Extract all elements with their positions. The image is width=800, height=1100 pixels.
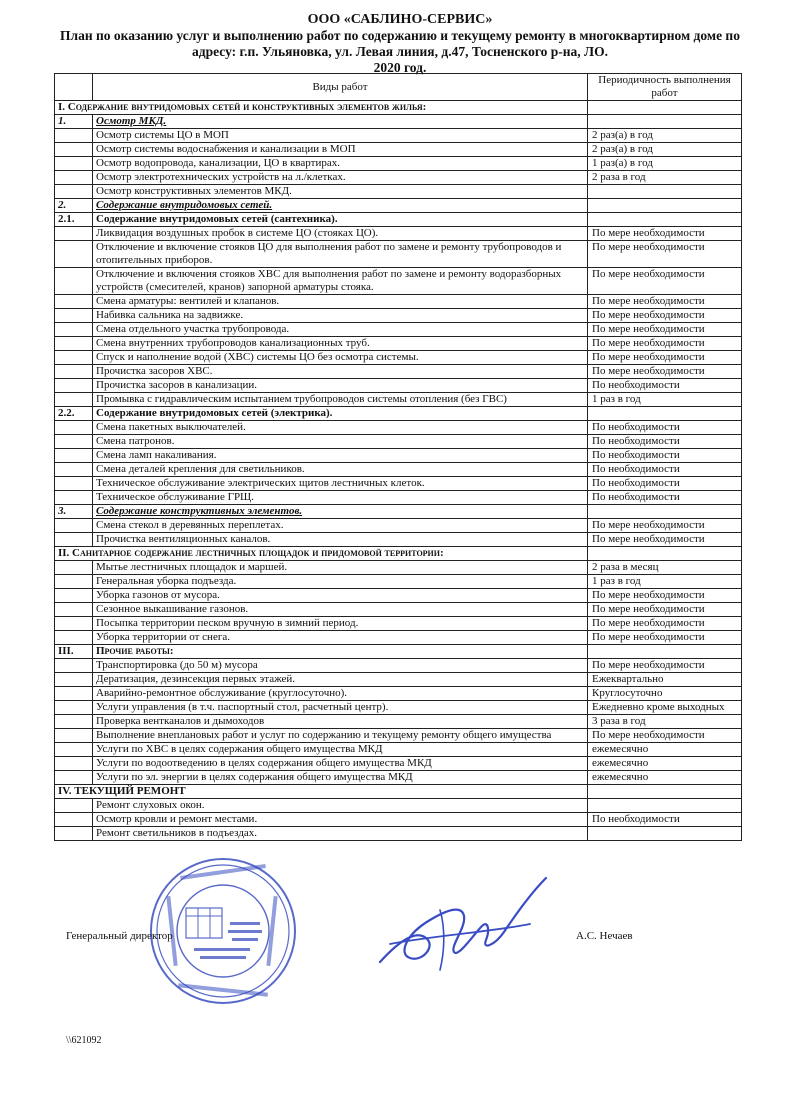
work-period: 3 раза в год	[588, 715, 742, 729]
table-row	[55, 771, 742, 785]
work-description: Смена ламп накаливания.	[93, 449, 588, 463]
row-number	[55, 603, 93, 617]
work-description: Осмотр системы ЦО в МОП	[93, 129, 588, 143]
group-title: Содержание внутридомовых сетей (электрика).	[93, 407, 588, 421]
work-description: Аварийно-ремонтное обслуживание (круглосуточно).	[93, 687, 588, 701]
table-row	[55, 337, 742, 351]
row-period	[588, 505, 742, 519]
work-description: Транспортировка (до 50 м) мусора	[93, 659, 588, 673]
row-number	[55, 617, 93, 631]
work-period: По мере необходимости	[588, 533, 742, 547]
work-description: Ремонт светильников в подъездах.	[93, 827, 588, 841]
table-row	[55, 701, 742, 715]
row-number: 1.	[55, 115, 93, 129]
table-row	[55, 491, 742, 505]
work-description: Услуги по эл. энергии в целях содержания общего имущества МКД	[93, 771, 588, 785]
row-number	[55, 743, 93, 757]
row-number	[55, 827, 93, 841]
table-row	[55, 827, 742, 841]
table-row	[55, 171, 742, 185]
table-row	[55, 309, 742, 323]
row-period	[588, 115, 742, 129]
work-description: Сезонное выкашивание газонов.	[93, 603, 588, 617]
row-number	[55, 533, 93, 547]
table-row	[55, 729, 742, 743]
work-period: По мере необходимости	[588, 589, 742, 603]
subsection-row	[55, 505, 742, 519]
work-period: По мере необходимости	[588, 659, 742, 673]
row-number	[55, 185, 93, 199]
work-period: 2 раз(а) в год	[588, 129, 742, 143]
work-description: Осмотр электротехнических устройств на л./клетках.	[93, 171, 588, 185]
work-period: По необходимости	[588, 491, 742, 505]
subsection-title: Осмотр МКД.	[93, 115, 588, 129]
subsection-row	[55, 199, 742, 213]
table-row	[55, 603, 742, 617]
subsection-row	[55, 115, 742, 129]
table-row	[55, 157, 742, 171]
table-row	[55, 393, 742, 407]
table-row	[55, 185, 742, 199]
work-description: Смена арматуры: вентилей и клапанов.	[93, 295, 588, 309]
row-number	[55, 449, 93, 463]
signature-graphic	[370, 870, 570, 980]
director-name: А.С. Нечаев	[576, 930, 633, 942]
table-row	[55, 463, 742, 477]
work-description: Генеральная уборка подъезда.	[93, 575, 588, 589]
work-description: Мытье лестничных площадок и маршей.	[93, 561, 588, 575]
work-period	[588, 799, 742, 813]
table-row	[55, 351, 742, 365]
row-number	[55, 757, 93, 771]
work-period: ежемесячно	[588, 771, 742, 785]
work-period: 1 раз(а) в год	[588, 157, 742, 171]
row-number: 2.1.	[55, 213, 93, 227]
row-number	[55, 309, 93, 323]
work-period: По мере необходимости	[588, 241, 742, 268]
work-period	[588, 827, 742, 841]
group-row	[55, 407, 742, 421]
table-row	[55, 631, 742, 645]
work-description: Прочистка засоров ХВС.	[93, 365, 588, 379]
table-row	[55, 561, 742, 575]
work-description: Дератизация, дезинсекция первых этажей.	[93, 673, 588, 687]
work-description: Уборка газонов от мусора.	[93, 589, 588, 603]
section-period	[588, 785, 742, 799]
table-row	[55, 799, 742, 813]
group-row	[55, 213, 742, 227]
row-number: 3.	[55, 505, 93, 519]
table-row	[55, 227, 742, 241]
work-period: 2 раза в месяц	[588, 561, 742, 575]
document-header	[30, 12, 770, 76]
row-number: 2.2.	[55, 407, 93, 421]
work-description: Набивка сальника на задвижке.	[93, 309, 588, 323]
work-description: Ликвидация воздушных пробок в системе ЦО (стояках ЦО).	[93, 227, 588, 241]
work-description: Прочистка засоров в канализации.	[93, 379, 588, 393]
work-description: Промывка с гидравлическим испытанием трубопроводов системы отопления (без ГВС)	[93, 393, 588, 407]
work-period: По необходимости	[588, 463, 742, 477]
table-row	[55, 659, 742, 673]
row-number	[55, 241, 93, 268]
work-period	[588, 185, 742, 199]
row-number	[55, 143, 93, 157]
row-number	[55, 157, 93, 171]
table-row	[55, 323, 742, 337]
row-number	[55, 393, 93, 407]
header-work-cell: Виды работ	[93, 74, 588, 101]
work-period: 2 раза в год	[588, 171, 742, 185]
section-period	[588, 547, 742, 561]
work-period: По необходимости	[588, 435, 742, 449]
row-number	[55, 171, 93, 185]
work-period: По мере необходимости	[588, 351, 742, 365]
work-description: Услуги по ХВС в целях содержания общего имущества МКД	[93, 743, 588, 757]
table-row	[55, 421, 742, 435]
group-row	[55, 645, 742, 659]
row-number	[55, 575, 93, 589]
table-row	[55, 575, 742, 589]
document-title-line-1: План по оказанию услуг и выполнению работ по содержанию и текущему ремонту в многоквартирном доме по	[60, 28, 740, 43]
row-number: 2.	[55, 199, 93, 213]
work-description: Услуги по водоотведению в целях содержания общего имущества МКД	[93, 757, 588, 771]
organization-name: ООО «САБЛИНО-СЕРВИС»	[307, 12, 493, 27]
table-row	[55, 757, 742, 771]
work-description: Ремонт слуховых окон.	[93, 799, 588, 813]
table-row	[55, 435, 742, 449]
work-period: По мере необходимости	[588, 268, 742, 295]
document-year: 2020 год.	[373, 60, 427, 75]
work-period: По мере необходимости	[588, 337, 742, 351]
row-number	[55, 337, 93, 351]
row-number	[55, 435, 93, 449]
row-number	[55, 129, 93, 143]
row-number	[55, 589, 93, 603]
work-period: Ежеквартально	[588, 673, 742, 687]
section-row	[55, 785, 742, 799]
table-row	[55, 449, 742, 463]
row-number	[55, 673, 93, 687]
table-row	[55, 519, 742, 533]
table-header-row	[55, 74, 742, 101]
work-description: Смена деталей крепления для светильников.	[93, 463, 588, 477]
section-title: II. Санитарное содержание лестничных площадок и придомовой территории:	[55, 547, 588, 561]
row-number	[55, 463, 93, 477]
subsection-title: Содержание конструктивных элементов.	[93, 505, 588, 519]
work-description: Техническое обслуживание электрических щитов лестничных клеток.	[93, 477, 588, 491]
work-description: Спуск и наполнение водой (ХВС) системы ЦО без осмотра системы.	[93, 351, 588, 365]
row-number	[55, 631, 93, 645]
row-period	[588, 645, 742, 659]
row-number	[55, 365, 93, 379]
row-number	[55, 813, 93, 827]
work-description: Смена пакетных выключателей.	[93, 421, 588, 435]
table-row	[55, 295, 742, 309]
work-period: ежемесячно	[588, 757, 742, 771]
table-row	[55, 268, 742, 295]
work-period: По необходимости	[588, 449, 742, 463]
table-row	[55, 617, 742, 631]
work-period: Круглосуточно	[588, 687, 742, 701]
work-description: Выполнение внеплановых работ и услуг по содержанию и текущему ремонту общего имущества	[93, 729, 588, 743]
row-period	[588, 199, 742, 213]
work-period: По мере необходимости	[588, 227, 742, 241]
table-row	[55, 379, 742, 393]
work-description: Отключение и включение стояков ЦО для выполнения работ по замене и ремонту трубопроводов и отопительных приборов.	[93, 241, 588, 268]
row-number	[55, 729, 93, 743]
work-description: Смена патронов.	[93, 435, 588, 449]
work-description: Техническое обслуживание ГРЩ.	[93, 491, 588, 505]
row-number	[55, 659, 93, 673]
work-description: Осмотр системы водоснабжения и канализации в МОП	[93, 143, 588, 157]
work-period: По мере необходимости	[588, 365, 742, 379]
header-number-cell	[55, 74, 93, 101]
work-description: Осмотр водопровода, канализации, ЦО в квартирах.	[93, 157, 588, 171]
table-row	[55, 241, 742, 268]
work-period: 1 раз в год	[588, 575, 742, 589]
header-period-cell: Периодичность выполнения работ	[588, 74, 742, 101]
table-row	[55, 589, 742, 603]
table-row	[55, 673, 742, 687]
work-description: Уборка территории от снега.	[93, 631, 588, 645]
work-description: Услуги управления (в т.ч. паспортный стол, расчетный центр).	[93, 701, 588, 715]
table-row	[55, 813, 742, 827]
row-number	[55, 227, 93, 241]
work-period: По необходимости	[588, 421, 742, 435]
work-period: По мере необходимости	[588, 295, 742, 309]
row-number	[55, 715, 93, 729]
section-period	[588, 101, 742, 115]
work-period: 1 раз в год	[588, 393, 742, 407]
work-period: По необходимости	[588, 477, 742, 491]
table-row	[55, 477, 742, 491]
work-description: Осмотр конструктивных элементов МКД.	[93, 185, 588, 199]
group-title: Прочие работы:	[93, 645, 588, 659]
work-period: 2 раз(а) в год	[588, 143, 742, 157]
row-number	[55, 379, 93, 393]
row-number	[55, 477, 93, 491]
work-period: По мере необходимости	[588, 519, 742, 533]
work-description: Посыпка территории песком вручную в зимний период.	[93, 617, 588, 631]
work-description: Смена внутренних трубопроводов канализационных труб.	[93, 337, 588, 351]
row-number	[55, 519, 93, 533]
work-description: Отключение и включения стояков ХВС для выполнения работ по замене и ремонту водоразборных устройств (смесителей, кранов) запорной арматуры стояка.	[93, 268, 588, 295]
table-row	[55, 143, 742, 157]
row-number	[55, 561, 93, 575]
work-period: По необходимости	[588, 379, 742, 393]
row-number	[55, 268, 93, 295]
work-period: ежемесячно	[588, 743, 742, 757]
work-description: Прочистка вентиляционных каналов.	[93, 533, 588, 547]
work-period: По мере необходимости	[588, 603, 742, 617]
row-period	[588, 407, 742, 421]
work-description: Смена стекол в деревянных переплетах.	[93, 519, 588, 533]
document-title-line-2: адресу: г.п. Ульяновка, ул. Левая линия, д.47, Тосненского р-на, ЛО.	[192, 44, 608, 59]
work-period: По необходимости	[588, 813, 742, 827]
row-number	[55, 295, 93, 309]
director-title: Генеральный директор	[66, 930, 173, 942]
row-number	[55, 799, 93, 813]
row-period	[588, 213, 742, 227]
table-row	[55, 365, 742, 379]
row-number	[55, 351, 93, 365]
table-row	[55, 715, 742, 729]
table-row	[55, 129, 742, 143]
works-plan-table	[54, 73, 742, 841]
section-row	[55, 101, 742, 115]
section-title: IV. ТЕКУЩИЙ РЕМОНТ	[55, 785, 588, 799]
document-id: \\621092	[66, 1035, 102, 1046]
group-title: Содержание внутридомовых сетей (сантехника).	[93, 213, 588, 227]
table-row	[55, 687, 742, 701]
table-row	[55, 743, 742, 757]
work-period: По мере необходимости	[588, 617, 742, 631]
row-number: III.	[55, 645, 93, 659]
work-description: Осмотр кровли и ремонт местами.	[93, 813, 588, 827]
table-body	[55, 101, 742, 841]
work-description: Проверка вентканалов и дымоходов	[93, 715, 588, 729]
work-period: По мере необходимости	[588, 631, 742, 645]
row-number	[55, 701, 93, 715]
work-period: По мере необходимости	[588, 323, 742, 337]
row-number	[55, 491, 93, 505]
work-period: Ежедневно кроме выходных	[588, 701, 742, 715]
row-number	[55, 687, 93, 701]
subsection-title: Содержание внутридомовых сетей.	[93, 199, 588, 213]
row-number	[55, 323, 93, 337]
row-number	[55, 771, 93, 785]
section-row	[55, 547, 742, 561]
director-signature	[370, 870, 570, 980]
work-period: По мере необходимости	[588, 729, 742, 743]
table-row	[55, 533, 742, 547]
work-description: Смена отдельного участка трубопровода.	[93, 323, 588, 337]
work-period: По мере необходимости	[588, 309, 742, 323]
row-number	[55, 421, 93, 435]
section-title: I. Содержание внутридомовых сетей и конструктивных элементов жилья:	[55, 101, 588, 115]
